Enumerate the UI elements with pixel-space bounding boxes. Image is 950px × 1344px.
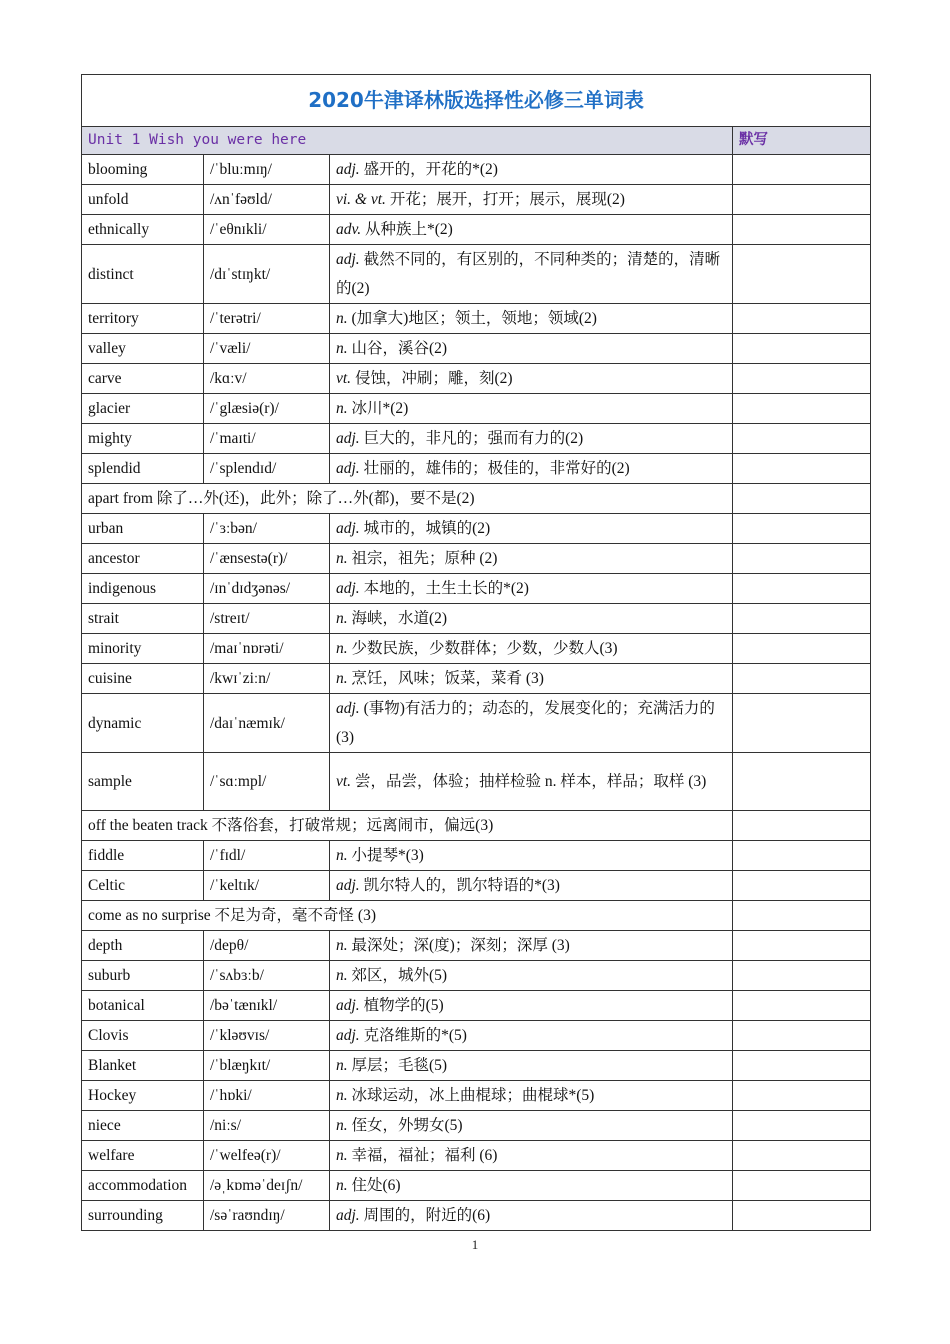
unit-header-row — [82, 127, 871, 155]
definition-cell — [330, 185, 733, 215]
ipa-cell: /ɪnˈdɪdʒənəs/ — [204, 574, 330, 604]
word-row — [82, 454, 871, 484]
word-cell: valley — [82, 334, 204, 364]
ipa-cell: /ˈglæsiə(r)/ — [204, 394, 330, 424]
part-of-speech: adj. — [336, 700, 360, 717]
ipa-cell: /ˈeθnɪkli/ — [204, 215, 330, 245]
ipa-cell: /ˈkeltɪk/ — [204, 871, 330, 901]
part-of-speech: n. — [336, 1147, 348, 1164]
word-row — [82, 1081, 871, 1111]
definition-text: (加拿大)地区；领土，领地；领域(2) — [351, 310, 597, 327]
word-cell: urban — [82, 514, 204, 544]
page-number: 1 — [471, 1237, 479, 1252]
definition-text: 冰川*(2) — [351, 400, 409, 417]
definition-text: 从种族上*(2) — [364, 221, 453, 238]
dictation-cell[interactable] — [733, 841, 871, 871]
definition-cell — [330, 544, 733, 574]
word-row — [82, 753, 871, 811]
word-cell: ancestor — [82, 544, 204, 574]
word-row — [82, 334, 871, 364]
word-cell: splendid — [82, 454, 204, 484]
word-cell: unfold — [82, 185, 204, 215]
part-of-speech: n. — [336, 937, 348, 954]
part-of-speech: n. — [336, 1177, 348, 1194]
ipa-cell: /ˈænsestə(r)/ — [204, 544, 330, 574]
word-cell: Hockey — [82, 1081, 204, 1111]
part-of-speech: vt. — [336, 370, 352, 387]
dictation-cell[interactable] — [733, 484, 871, 514]
part-of-speech: n. — [336, 847, 348, 864]
ipa-cell: /kɑːv/ — [204, 364, 330, 394]
word-cell: ethnically — [82, 215, 204, 245]
dictation-cell[interactable] — [733, 753, 871, 811]
definition-cell — [330, 664, 733, 694]
ipa-cell: /niːs/ — [204, 1111, 330, 1141]
part-of-speech: adj. — [336, 580, 360, 597]
ipa-cell: /depθ/ — [204, 931, 330, 961]
definition-cell — [330, 245, 733, 304]
dictation-cell[interactable] — [733, 334, 871, 364]
dictation-cell[interactable] — [733, 931, 871, 961]
word-row — [82, 604, 871, 634]
part-of-speech: adj. — [336, 430, 360, 447]
part-of-speech: vt. — [336, 773, 352, 790]
dictation-cell[interactable] — [733, 694, 871, 753]
part-of-speech: adj. — [336, 877, 360, 894]
definition-cell — [330, 304, 733, 334]
dictation-cell[interactable] — [733, 1081, 871, 1111]
word-cell: Blanket — [82, 1051, 204, 1081]
part-of-speech: n. — [336, 310, 348, 327]
definition-text: (事物)有活力的；动态的，发展变化的；充满活力的(3) — [336, 700, 715, 746]
definition-text: 最深处；深(度)；深刻；深厚 (3) — [351, 937, 570, 954]
definition-cell — [330, 871, 733, 901]
dictation-cell[interactable] — [733, 364, 871, 394]
word-cell: mighty — [82, 424, 204, 454]
word-row — [82, 1201, 871, 1231]
word-cell: glacier — [82, 394, 204, 424]
definition-cell — [330, 334, 733, 364]
dictation-cell[interactable] — [733, 394, 871, 424]
definition-cell — [330, 1111, 733, 1141]
definition-cell — [330, 1081, 733, 1111]
phrase-entry: off the beaten track 不落俗套，打破常规；远离闹市，偏远(3) — [82, 811, 733, 841]
part-of-speech: n. — [336, 610, 348, 627]
word-row — [82, 155, 871, 185]
dictation-cell[interactable] — [733, 574, 871, 604]
word-cell: niece — [82, 1111, 204, 1141]
definition-text: 克洛维斯的*(5) — [363, 1027, 467, 1044]
word-row — [82, 1051, 871, 1081]
dictation-cell[interactable] — [733, 604, 871, 634]
word-cell: depth — [82, 931, 204, 961]
word-cell: suburb — [82, 961, 204, 991]
word-cell: blooming — [82, 155, 204, 185]
definition-text: 侄女，外甥女(5) — [351, 1117, 463, 1134]
dictation-cell[interactable] — [733, 1111, 871, 1141]
page-title: 2020牛津译林版选择性必修三单词表 — [82, 75, 871, 127]
word-cell: strait — [82, 604, 204, 634]
word-cell: cuisine — [82, 664, 204, 694]
definition-cell — [330, 1171, 733, 1201]
definition-text: 开花；展开，打开；展示，展现(2) — [389, 191, 625, 208]
definition-text: 烹饪，风味；饭菜，菜肴 (3) — [351, 670, 544, 687]
phrase-row — [82, 484, 871, 514]
word-cell: sample — [82, 753, 204, 811]
word-cell: accommodation — [82, 1171, 204, 1201]
word-row — [82, 961, 871, 991]
phrase-row — [82, 901, 871, 931]
word-cell: Celtic — [82, 871, 204, 901]
word-row — [82, 514, 871, 544]
word-row — [82, 931, 871, 961]
word-cell: territory — [82, 304, 204, 334]
dictation-cell[interactable] — [733, 424, 871, 454]
title-row — [82, 75, 871, 127]
vocabulary-table — [81, 74, 871, 1231]
word-row — [82, 394, 871, 424]
ipa-cell: /ˈvæli/ — [204, 334, 330, 364]
dictation-cell[interactable] — [733, 901, 871, 931]
ipa-cell: /ˈkləʊvɪs/ — [204, 1021, 330, 1051]
ipa-cell: /kwɪˈziːn/ — [204, 664, 330, 694]
word-row — [82, 364, 871, 394]
ipa-cell: /ˈsplendɪd/ — [204, 454, 330, 484]
part-of-speech: n. — [336, 640, 348, 657]
part-of-speech: adj. — [336, 1027, 360, 1044]
definition-text: 截然不同的，有区别的，不同种类的；清楚的，清晰的(2) — [336, 251, 721, 297]
word-row — [82, 1141, 871, 1171]
word-row — [82, 304, 871, 334]
definition-cell — [330, 1201, 733, 1231]
ipa-cell: /ˈfɪdl/ — [204, 841, 330, 871]
word-row — [82, 871, 871, 901]
dictation-cell[interactable] — [733, 514, 871, 544]
definition-text: 厚层；毛毯(5) — [351, 1057, 448, 1074]
word-cell: distinct — [82, 245, 204, 304]
definition-cell — [330, 424, 733, 454]
definition-text: 幸福，福祉；福利 (6) — [351, 1147, 498, 1164]
definition-cell — [330, 931, 733, 961]
ipa-cell: /ˈwelfeə(r)/ — [204, 1141, 330, 1171]
word-row — [82, 574, 871, 604]
part-of-speech: n. — [336, 670, 348, 687]
part-of-speech: n. — [336, 340, 348, 357]
dictation-cell[interactable] — [733, 245, 871, 304]
word-row — [82, 1111, 871, 1141]
dictation-cell[interactable] — [733, 1171, 871, 1201]
ipa-cell: /ˈsʌbɜːb/ — [204, 961, 330, 991]
phrase-row — [82, 811, 871, 841]
word-cell: dynamic — [82, 694, 204, 753]
definition-cell — [330, 841, 733, 871]
part-of-speech: n. — [336, 550, 348, 567]
definition-cell — [330, 454, 733, 484]
definition-text: 周围的，附近的(6) — [363, 1207, 491, 1224]
dictation-cell[interactable] — [733, 961, 871, 991]
word-row — [82, 215, 871, 245]
definition-text: 植物学的(5) — [363, 997, 444, 1014]
word-row — [82, 424, 871, 454]
part-of-speech: vi. & vt. — [336, 191, 386, 208]
definition-text: 少数民族，少数群体；少数，少数人(3) — [351, 640, 618, 657]
ipa-cell: /dɪˈstɪŋkt/ — [204, 245, 330, 304]
part-of-speech: n. — [336, 400, 348, 417]
dictation-cell[interactable] — [733, 1141, 871, 1171]
definition-cell — [330, 364, 733, 394]
dictation-cell[interactable] — [733, 454, 871, 484]
definition-cell — [330, 514, 733, 544]
definition-cell — [330, 1021, 733, 1051]
definition-text: 巨大的，非凡的；强而有力的(2) — [363, 430, 584, 447]
ipa-cell: /səˈraʊndɪŋ/ — [204, 1201, 330, 1231]
word-cell: fiddle — [82, 841, 204, 871]
definition-cell — [330, 753, 733, 811]
phrase-entry: come as no surprise 不足为奇，毫不奇怪 (3) — [82, 901, 733, 931]
definition-text: 凯尔特人的，凯尔特语的*(3) — [363, 877, 560, 894]
part-of-speech: adj. — [336, 161, 360, 178]
definition-cell — [330, 634, 733, 664]
ipa-cell: /streɪt/ — [204, 604, 330, 634]
word-cell: minority — [82, 634, 204, 664]
dictation-cell[interactable] — [733, 155, 871, 185]
word-cell: botanical — [82, 991, 204, 1021]
definition-cell — [330, 961, 733, 991]
word-row — [82, 544, 871, 574]
dictation-cell[interactable] — [733, 304, 871, 334]
word-row — [82, 185, 871, 215]
definition-cell — [330, 604, 733, 634]
definition-cell — [330, 1141, 733, 1171]
part-of-speech: adv. — [336, 221, 362, 238]
dictation-cell[interactable] — [733, 1051, 871, 1081]
part-of-speech: n. — [336, 1117, 348, 1134]
word-row — [82, 841, 871, 871]
part-of-speech: adj. — [336, 251, 360, 268]
definition-text: 本地的，土生土长的*(2) — [363, 580, 529, 597]
definition-cell — [330, 155, 733, 185]
part-of-speech: adj. — [336, 997, 360, 1014]
definition-cell — [330, 1051, 733, 1081]
definition-text: 城市的，城镇的(2) — [363, 520, 491, 537]
definition-cell — [330, 574, 733, 604]
word-row — [82, 1021, 871, 1051]
word-row — [82, 664, 871, 694]
part-of-speech: n. — [336, 967, 348, 984]
definition-cell — [330, 394, 733, 424]
word-row — [82, 694, 871, 753]
ipa-cell: /ˈmaɪti/ — [204, 424, 330, 454]
definition-text: 小提琴*(3) — [351, 847, 424, 864]
dictation-cell[interactable] — [733, 1201, 871, 1231]
ipa-cell: /bəˈtænɪkl/ — [204, 991, 330, 1021]
definition-text: 祖宗，祖先；原种 (2) — [351, 550, 498, 567]
word-row — [82, 1171, 871, 1201]
ipa-cell: /ˈbluːmɪŋ/ — [204, 155, 330, 185]
word-cell: indigenous — [82, 574, 204, 604]
part-of-speech: adj. — [336, 520, 360, 537]
dictation-cell[interactable] — [733, 1021, 871, 1051]
definition-text: 盛开的，开花的*(2) — [363, 161, 498, 178]
word-cell: Clovis — [82, 1021, 204, 1051]
word-cell: surrounding — [82, 1201, 204, 1231]
part-of-speech: adj. — [336, 460, 360, 477]
word-row — [82, 634, 871, 664]
part-of-speech: n. — [336, 1087, 348, 1104]
dictation-cell[interactable] — [733, 664, 871, 694]
dictation-cell[interactable] — [733, 544, 871, 574]
dictation-header: 默写 — [733, 127, 871, 155]
ipa-cell: /ʌnˈfəʊld/ — [204, 185, 330, 215]
ipa-cell: /ˈɜːbən/ — [204, 514, 330, 544]
ipa-cell: /əˌkɒməˈdeɪʃn/ — [204, 1171, 330, 1201]
definition-text: 壮丽的，雄伟的；极佳的，非常好的(2) — [363, 460, 630, 477]
ipa-cell: /ˈhɒki/ — [204, 1081, 330, 1111]
definition-text: 尝，品尝，体验；抽样检验 n. 样本，样品；取样 (3) — [354, 773, 707, 790]
ipa-cell: /daɪˈnæmɪk/ — [204, 694, 330, 753]
definition-cell — [330, 694, 733, 753]
ipa-cell: /ˈblæŋkɪt/ — [204, 1051, 330, 1081]
ipa-cell: /ˈsɑːmpl/ — [204, 753, 330, 811]
definition-text: 冰球运动，冰上曲棍球；曲棍球*(5) — [351, 1087, 595, 1104]
definition-cell — [330, 215, 733, 245]
part-of-speech: adj. — [336, 1207, 360, 1224]
word-cell: carve — [82, 364, 204, 394]
dictation-cell[interactable] — [733, 991, 871, 1021]
word-row — [82, 245, 871, 304]
definition-text: 郊区，城外(5) — [351, 967, 448, 984]
word-cell: welfare — [82, 1141, 204, 1171]
dictation-cell[interactable] — [733, 215, 871, 245]
dictation-cell[interactable] — [733, 871, 871, 901]
definition-text: 山谷，溪谷(2) — [351, 340, 448, 357]
definition-cell — [330, 991, 733, 1021]
definition-text: 侵蚀，冲刷；雕，刻(2) — [354, 370, 513, 387]
ipa-cell: /maɪˈnɒrəti/ — [204, 634, 330, 664]
ipa-cell: /ˈterətri/ — [204, 304, 330, 334]
unit-title: Unit 1 Wish you were here — [82, 127, 733, 155]
word-row — [82, 991, 871, 1021]
definition-text: 海峡，水道(2) — [351, 610, 448, 627]
definition-text: 住处(6) — [351, 1177, 401, 1194]
dictation-cell[interactable] — [733, 185, 871, 215]
dictation-cell[interactable] — [733, 634, 871, 664]
phrase-entry: apart from 除了…外(还)，此外；除了…外(都)，要不是(2) — [82, 484, 733, 514]
part-of-speech: n. — [336, 1057, 348, 1074]
dictation-cell[interactable] — [733, 811, 871, 841]
